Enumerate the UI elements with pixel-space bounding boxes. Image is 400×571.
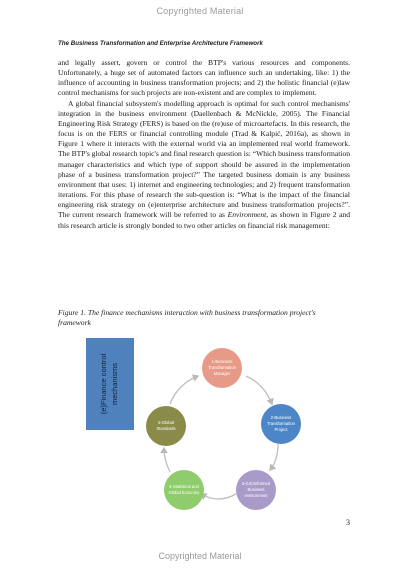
node-3-line-1: 3-(Un)Informed: [241, 481, 271, 486]
node-global-standards: [146, 406, 186, 446]
arrow-5-1: [170, 376, 198, 404]
node-business-transformation-project: [261, 404, 301, 444]
node-4-line-1: 4-Statistical and: [169, 484, 199, 489]
copyright-watermark-bottom: Copyrighted Material: [158, 551, 242, 561]
arrow-1-2: [246, 376, 272, 404]
page-number: 3: [346, 518, 350, 527]
paragraph-1: and legally assert, govern or control the BTP's various resources and components. Unfortunately, a huge set of automated factors can influence such an undertaking, like: 1) the influence of accounting in business transformation projects; and 2) the holistic financial (e)law control mechanisms for such projects are non-existent and are complex to implement.: [58, 58, 350, 98]
paragraph-2-text-b: , as shown in Figure 2 and this research article is strongly bonded to two other articles on financial risk management:: [58, 210, 350, 230]
figure-1: [86, 338, 336, 516]
node-4-line-2: Global Economy: [168, 490, 200, 495]
paragraph-2: [58, 99, 350, 231]
finance-control-label-2: mechanisms: [110, 362, 119, 406]
node-2-line-2: Transformation: [266, 421, 296, 426]
node-1-line-1: 1-Business: [211, 359, 233, 364]
arrow-4-5: [164, 448, 170, 472]
finance-control-label-1: (e)Finance control: [99, 353, 108, 415]
node-3-line-3: environment: [244, 493, 268, 498]
figure-diagram: [86, 338, 336, 516]
paragraph-2-emphasis: Environment: [227, 210, 267, 220]
node-2-line-3: Project: [274, 427, 288, 432]
running-head: The Business Transformation and Enterprise Architecture Framework: [58, 40, 263, 47]
body-text: [58, 58, 350, 231]
node-statistical-global-economy: [164, 470, 204, 510]
arrow-3-4: [201, 494, 236, 499]
copyright-watermark-top: Copyrighted Material: [156, 6, 244, 16]
node-2-line-1: 2-Business: [270, 415, 292, 420]
node-1-line-2: Transformation: [207, 365, 237, 370]
arrow-2-3: [270, 444, 278, 470]
node-1-line-3: Manager: [213, 371, 231, 376]
node-5-line-1: 5-Global: [158, 420, 174, 425]
node-5-line-2: Standards: [156, 426, 176, 431]
node-uninformed-business-environment: [236, 470, 276, 510]
paragraph-2-text-a: A global financial subsystem's modelling approach is optimal for such control mechanisms' integration in the business environment (Daellenbach & McNickle, 2005). The Financial Engineering Risk Strategy (FERS) is based on the (re)use of microartefacts. In this research, the focus is on the FERS or financial controlling module (Trad & Kalpić, 2016a), as shown in Figure 1 where it interacts with the external world via an implemented real world framework. The BTP's global research topic's and final research question is: “Which business transformation manager characteristics and which type of support should be assured in the implementation phase of a business transformation project?” The targeted business domain is any business environment that uses: 1) internet and engineering technologies; and 2) frequent transformation iterations. For this phase of research the sub-question is: “What is the impact of the financial engineering risk strategy on (e)enterprise architecture and business transformation projects?”. The current research framework will be referred to as: [58, 98, 350, 220]
node-business-transformation-manager: [202, 348, 242, 388]
figure-caption: Figure 1. The finance mechanisms interaction with business transformation project's framework: [58, 308, 316, 327]
node-3-line-2: Business: [247, 487, 265, 492]
